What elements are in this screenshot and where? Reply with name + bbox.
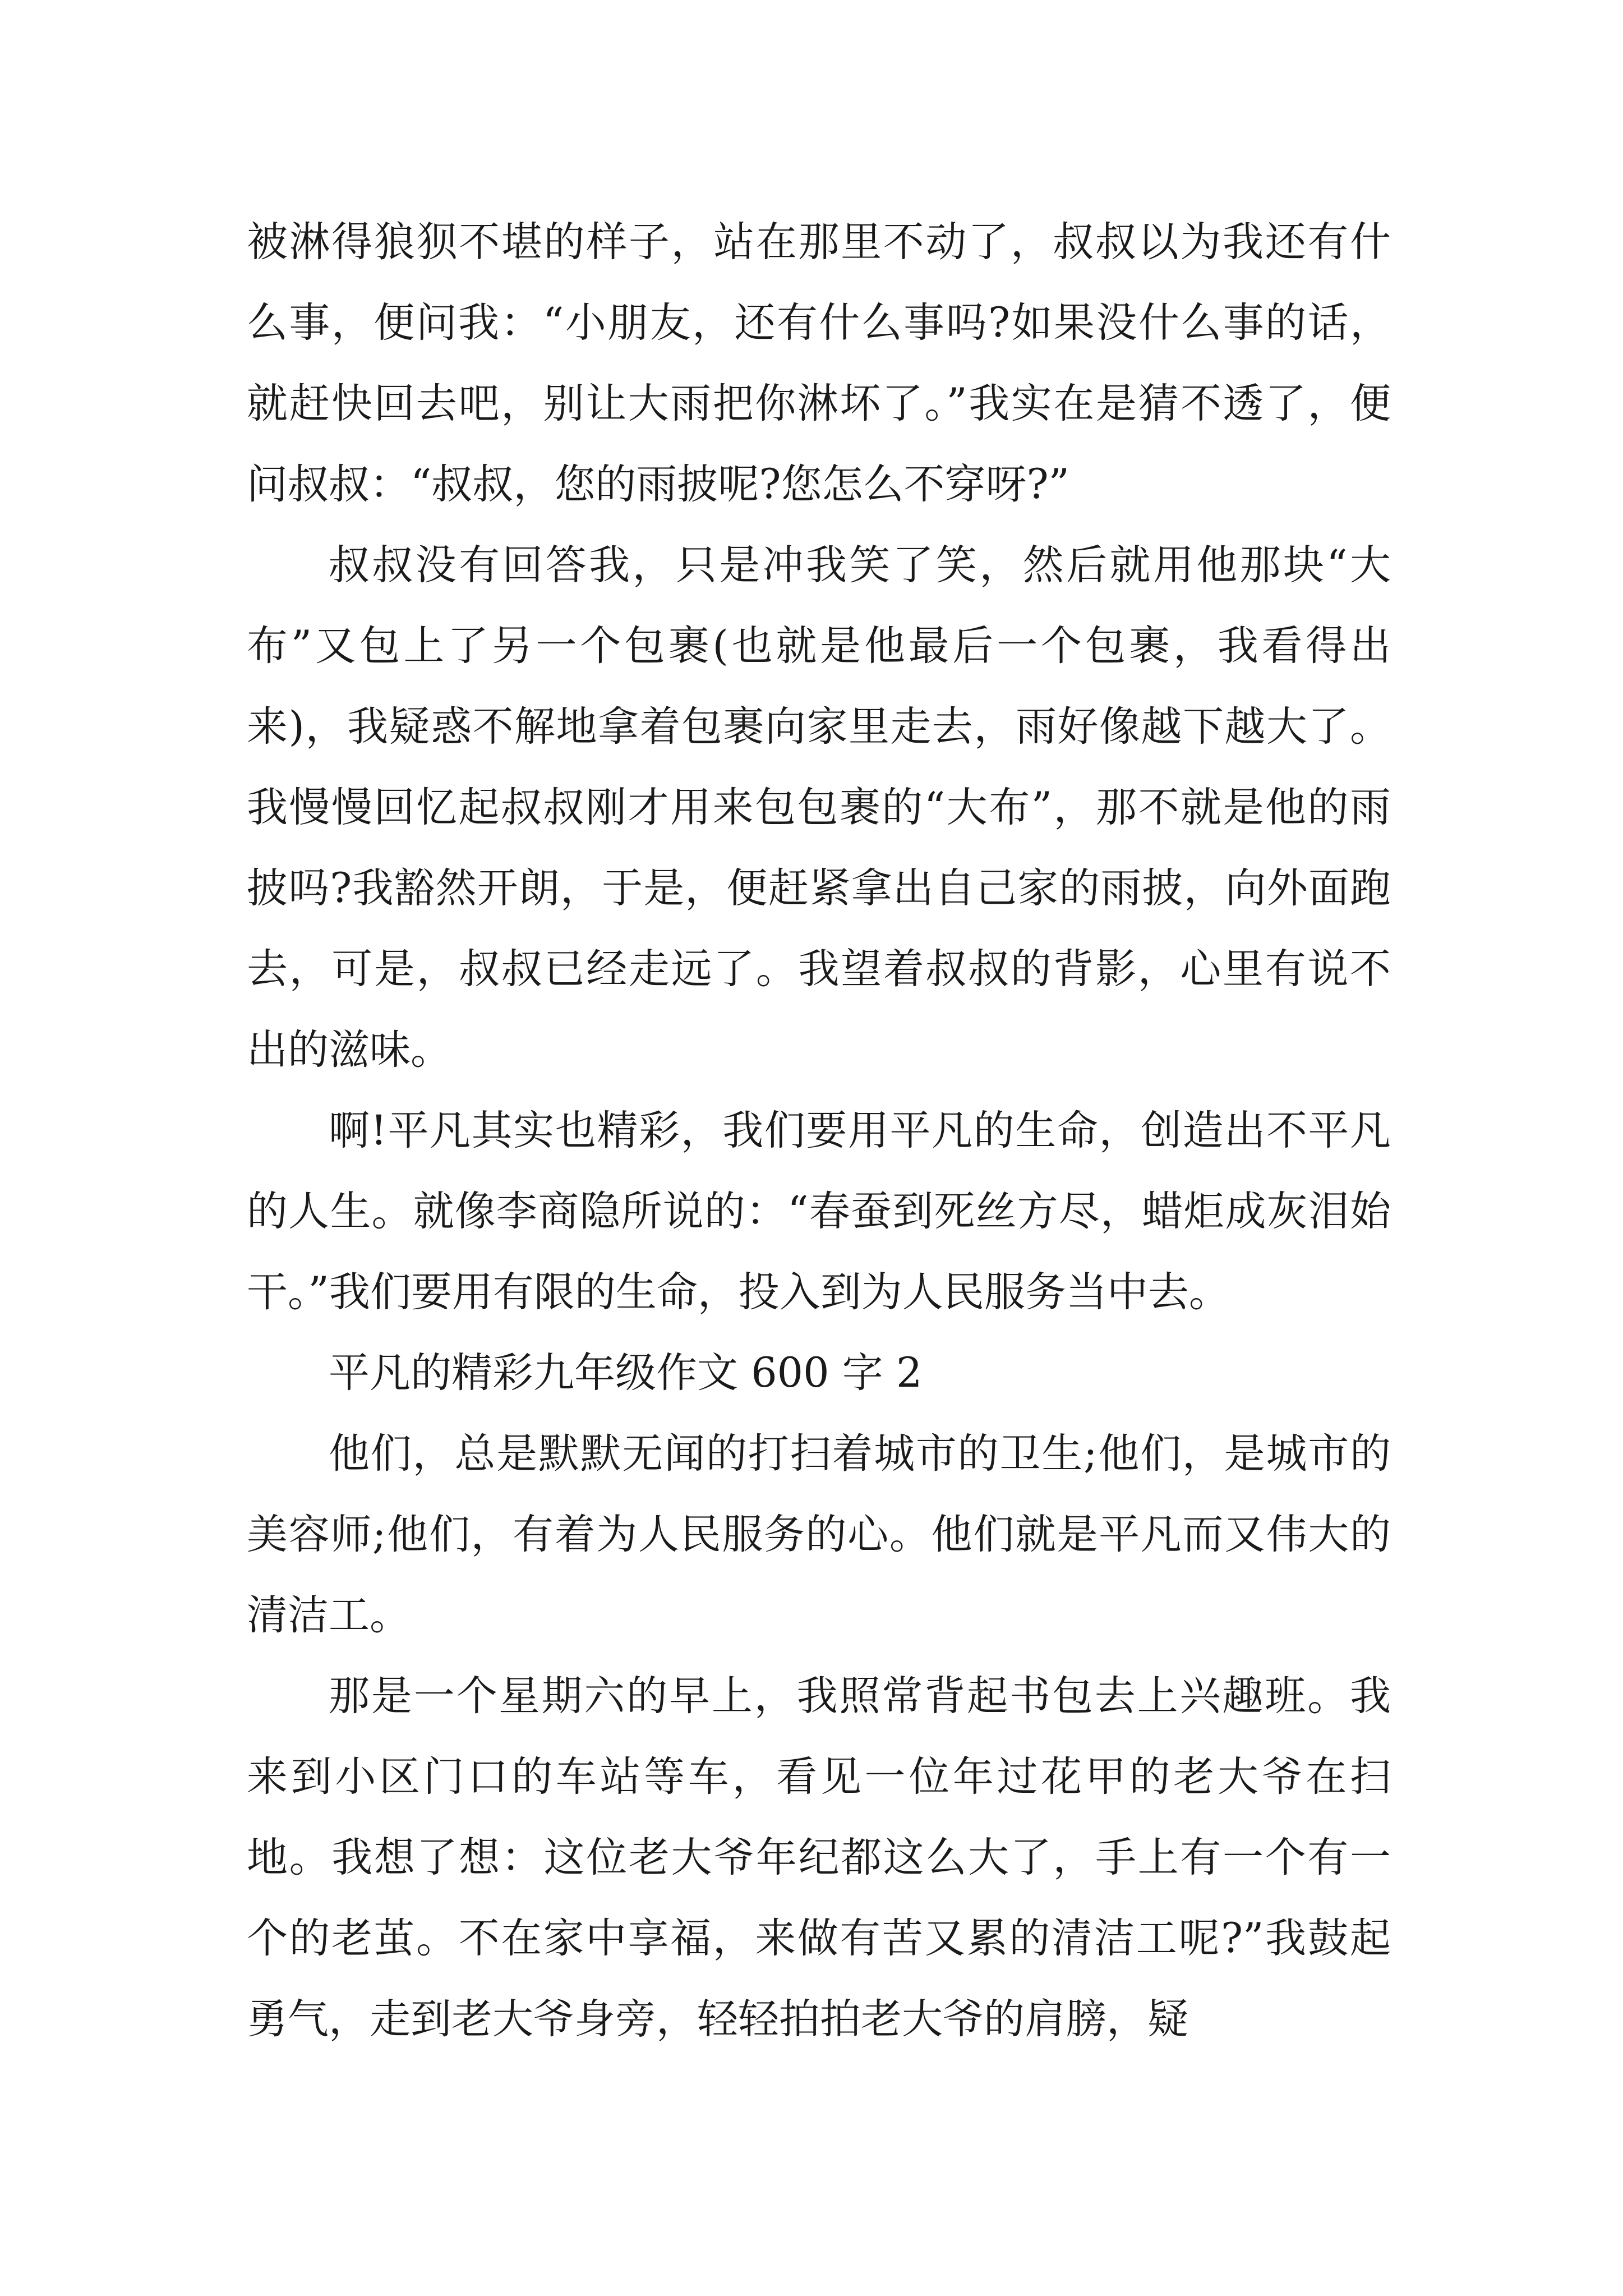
paragraph: 那是一个星期六的早上，我照常背起书包去上兴趣班。我来到小区门口的车站等车，看见一位年过花甲的老大爷在扫地。我想了想：这位老大爷年纪都这么大了，手上有一个有一个的老茧。不在家中享福，来做有苦又累的清洁工呢?”我鼓起勇气，走到老大爷身旁，轻轻拍拍老大爷的肩膀，疑 — [247, 1672, 1391, 2043]
paragraph: 啊!平凡其实也精彩，我们要用平凡的生命，创造出不平凡的人生。就像李商隐所说的：“春蚕到死丝方尽，蜡炬成灰泪始干。”我们要用有限的生命，投入到为人民服务当中去。 — [247, 1107, 1391, 1316]
paragraph: 他们，总是默默无闻的打扫着城市的卫生;他们，是城市的美容师;他们，有着为人民服务的心。他们就是平凡而又伟大的清洁工。 — [247, 1430, 1391, 1639]
paragraph-continuation: 被淋得狼狈不堪的样子，站在那里不动了，叔叔以为我还有什么事，便问我：“小朋友，还有什么事吗?如果没什么事的话，就赶快回去吧，别让大雨把你淋坏了。”我实在是猜不透了，便问叔叔：“叔叔，您的雨披呢?您怎么不穿呀?” — [247, 218, 1391, 508]
section-title: 平凡的精彩九年级作文 600 字 2 — [329, 1349, 923, 1397]
paragraph: 叔叔没有回答我，只是冲我笑了笑，然后就用他那块“大布”又包上了另一个包裹(也就是他最后一个包裹，我看得出来)，我疑惑不解地拿着包裹向家里走去，雨好像越下越大了。我慢慢回忆起叔叔刚才用来包包裹的“大布”，那不就是他的雨披吗?我豁然开朗，于是，便赶紧拿出自己家的雨披，向外面跑去，可是，叔叔已经走远了。我望着叔叔的背影，心里有说不出的滋味。 — [247, 541, 1391, 1074]
document-body — [247, 202, 1391, 2060]
